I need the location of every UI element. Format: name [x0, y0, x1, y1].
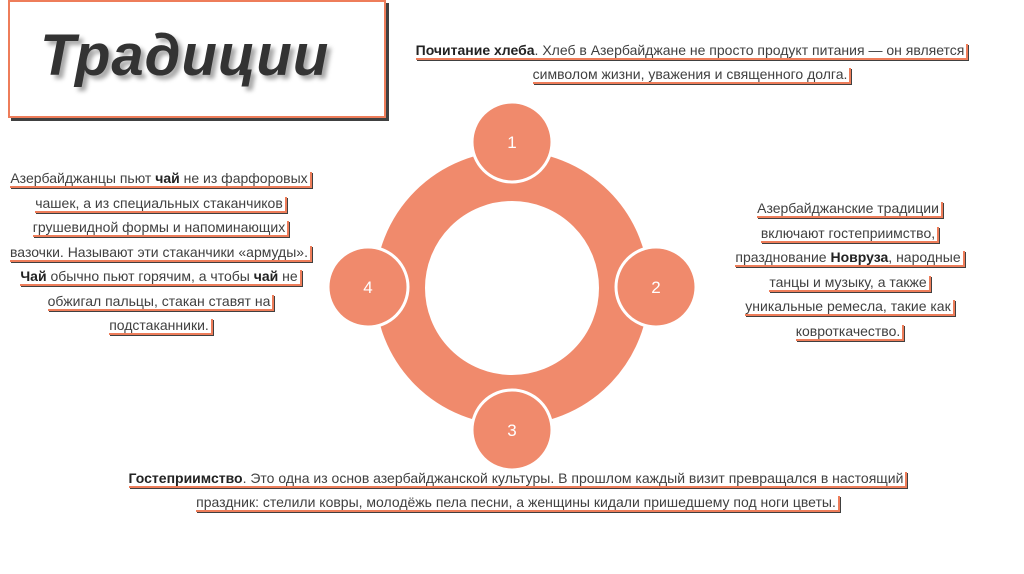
- right-text-block: [728, 196, 968, 343]
- right-p1: Азербайджанские традиции включают гостеприимство, празднование: [735, 200, 939, 265]
- left-b1: чай: [155, 170, 180, 186]
- node-3-label: 3: [507, 421, 517, 440]
- node-4: [328, 247, 408, 327]
- left-p1: Азербайджанцы пьют: [10, 170, 156, 186]
- left-p2: не из фарфоровых чашек, а из специальных стаканчиков грушевидной формы и напоминающих вазочки. Называют эти стаканчики «армуды».: [10, 170, 308, 260]
- node-3: [472, 390, 552, 470]
- left-b2: Чай: [20, 268, 47, 284]
- cycle-diagram: [320, 100, 710, 470]
- bottom-bold: Гостеприимство: [128, 470, 243, 486]
- bottom-text: [127, 470, 906, 510]
- left-p3: обычно пьют горячим, а чтобы: [46, 268, 254, 284]
- top-text: [414, 42, 967, 82]
- top-text-block: [400, 38, 980, 86]
- node-2-label: 2: [651, 278, 661, 297]
- right-b1: Новруза: [830, 249, 889, 265]
- left-text: [8, 170, 310, 333]
- bottom-text-block: [96, 466, 936, 514]
- page-title: Традиции: [40, 23, 330, 88]
- node-2: [616, 247, 696, 327]
- right-p2: , народные танцы и музыку, а также уникальные ремесла, такие как ковроткачество.: [745, 249, 961, 339]
- top-bold: Почитание хлеба: [415, 42, 535, 58]
- left-p4: не обжигал пальцы, стакан ставят на подстаканники.: [47, 268, 298, 333]
- node-1-label: 1: [507, 133, 517, 152]
- left-text-block: [6, 166, 312, 338]
- left-b3: чай: [253, 268, 279, 284]
- top-body: . Хлеб в Азербайджане не просто продукт питания — он является символом жизни, уважения и священного долга.: [532, 42, 965, 82]
- cycle-ring: [400, 176, 624, 400]
- node-1: [472, 102, 552, 182]
- right-text: [733, 200, 962, 339]
- bottom-body: . Это одна из основ азербайджанской культуры. В прошлом каждый визит превращался в настоящий праздник: стелили ковры, молодёжь пела песни, а женщины кидали пришедшему под ноги цветы.: [196, 470, 904, 510]
- node-4-label: 4: [363, 278, 373, 297]
